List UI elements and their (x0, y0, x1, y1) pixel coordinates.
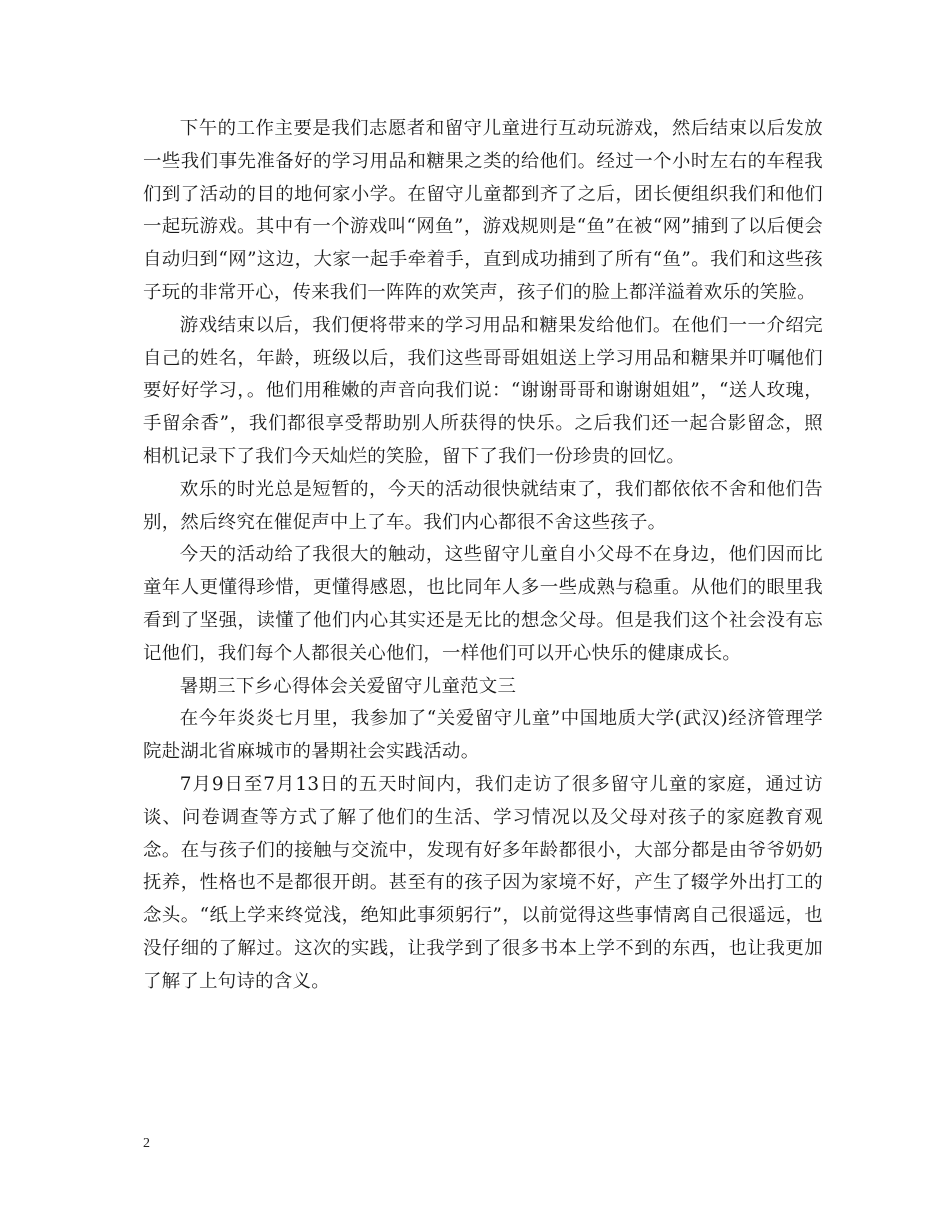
paragraph-5: 在今年炎炎七月里，我参加了“关爱留守儿童”中国地质大学(武汉)经济管理学院赴湖北省麻城市的暑期社会实践活动。 (143, 708, 823, 763)
page-number: 2 (143, 1136, 150, 1151)
paragraph-1: 下午的工作主要是我们志愿者和留守儿童进行互动玩游戏，然后结束以后发放一些我们事先准备好的学习用品和糖果之类的给他们。经过一个小时左右的车程我们到了活动的目的地何家小学。在留守儿童都到齐了之后，团长便组织我们和他们一起玩游戏。其中有一个游戏叫“网鱼”，游戏规则是“鱼”在被“网”捕到了以后便会自动归到“网”这边，大家一起手牵着手，直到成功捕到了所有“鱼”。我们和这些孩子玩的非常开心，传来我们一阵阵的欢笑声，孩子们的脸上都洋溢着欢乐的笑脸。 (143, 118, 823, 303)
paragraph-2: 游戏结束以后，我们便将带来的学习用品和糖果发给他们。在他们一一介绍完自己的姓名，年龄，班级以后，我们这些哥哥姐姐送上学习用品和糖果并叮嘱他们要好好学习，。他们用稚嫩的声音向我们说：“谢谢哥哥和谢谢姐姐”，“送人玫瑰，手留余香”，我们都很享受帮助别人所获得的快乐。之后我们还一起合影留念，照相机记录下了我们今天灿烂的笑脸，留下了我们一份珍贵的回忆。 (143, 314, 823, 467)
paragraph-3: 欢乐的时光总是短暂的，今天的活动很快就结束了，我们都依依不舍和他们告别，然后终究在催促声中上了车。我们内心都很不舍这些孩子。 (143, 478, 823, 533)
paragraph-6: 7月9日至7月13日的五天时间内，我们走访了很多留守儿童的家庭，通过访谈、问卷调查等方式了解了他们的生活、学习情况以及父母对孩子的家庭教育观念。在与孩子们的接触与交流中，发现有好多年龄都很小，大部分都是由爷爷奶奶抚养，性格也不是都很开朗。甚至有的孩子因为家境不好，产生了辍学外出打工的念头。“纸上学来终觉浅，绝知此事须躬行”，以前觉得这些事情离自己很遥远，也没仔细的了解过。这次的实践，让我学到了很多书本上学不到的东西，也让我更加了解了上句诗的含义。 (143, 773, 823, 992)
document-body (143, 113, 823, 999)
paragraph-4: 今天的活动给了我很大的触动，这些留守儿童自小父母不在身边，他们因而比童年人更懂得珍惜，更懂得感恩，也比同年人多一些成熟与稳重。从他们的眼里我看到了坚强，读懂了他们内心其实还是无比的想念父母。但是我们这个社会没有忘记他们，我们每个人都很关心他们，一样他们可以开心快乐的健康成长。 (143, 544, 823, 664)
section-heading: 暑期三下乡心得体会关爱留守儿童范文三 (179, 675, 517, 697)
